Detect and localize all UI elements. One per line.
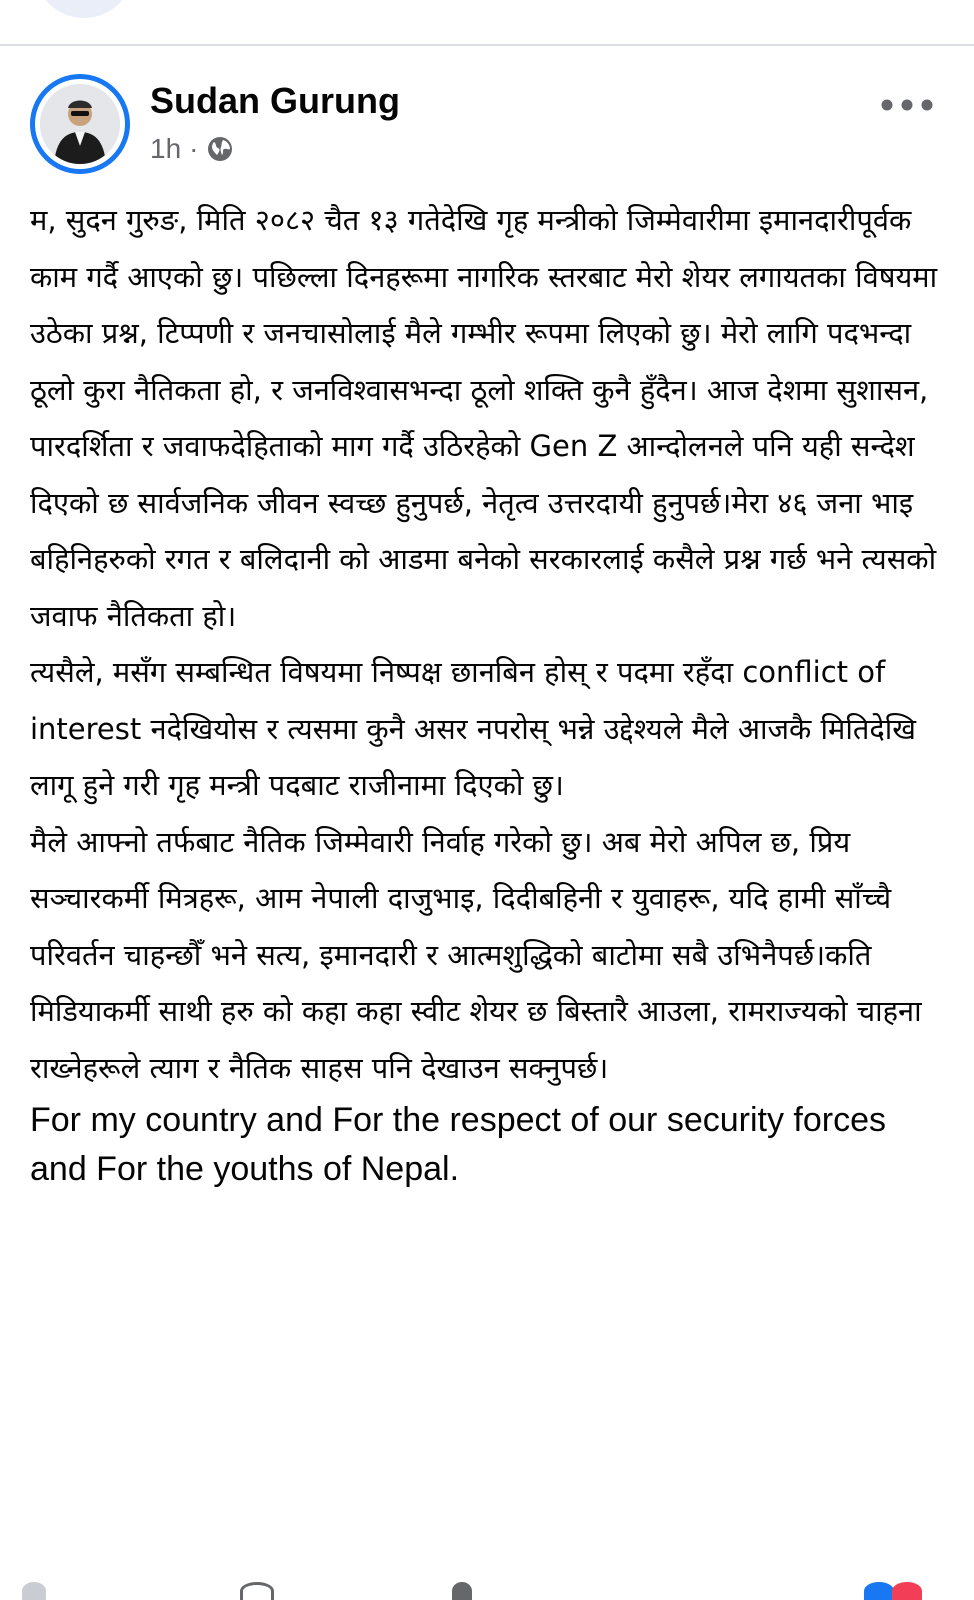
divider [0, 44, 974, 46]
avatar[interactable] [30, 74, 130, 174]
like-reaction-icon [864, 1582, 894, 1600]
globe-icon [206, 135, 234, 163]
share-icon[interactable] [452, 1582, 472, 1600]
love-reaction-icon [892, 1582, 922, 1600]
post-text [30, 192, 940, 1194]
post-paragraph: त्यसैले, मसँग सम्बन्धित विषयमा निष्पक्ष छानबिन होस् र पदमा रहँदा conflict of interest नदेखियोस र त्यसमा कुनै असर नपरोस् भन्ने उद्देश्यले मैले आजकै मितिदेखि लागू हुने गरी गृह मन्त्री पदबाट राजीनामा दिएको छु। [30, 655, 917, 802]
post-paragraph: म, सुदन गुरुङ, मिति २०८२ चैत १३ गतेदेखि गृह मन्त्रीको जिम्मेवारीमा इमानदारीपूर्वक काम गर्दै आएको छु। पछिल्ला दिनहरूमा नागरिक स्तरबाट मेरो शेयर लगायतका विषयमा उठेका प्रश्न, टिप्पणी र जनचासोलाई मैले गम्भीर रूपमा लिएको छु। मेरो लागि पदभन्दा ठूलो कुरा नैतिकता हो, र जनविश्वासभन्दा ठूलो शक्ति कुनै हुँदैन। आज देशमा सुशासन, पारदर्शिता र जवाफदेहिताको माग गर्दै उठिरहेको Gen Z आन्दोलनले पनि यही सन्देश दिएको छ सार्वजनिक जीवन स्वच्छ हुनुपर्छ, नेतृत्व उत्तरदायी हुनुपर्छ।मेरा ४६ जना भाइ बहिनिहरुको रगत र बलिदानी को आडमा बनेको सरकारलाई कसैले प्रश्न गर्छ भने त्यसको जवाफ नैतिकता हो। [30, 203, 938, 633]
avatar-image [40, 84, 120, 164]
post-meta [150, 132, 234, 166]
post-paragraph-english: For my country and For the respect of our security forces and For the youths of Nepal. [30, 1101, 886, 1188]
post-paragraph: मैले आफ्नो तर्फबाट नैतिक जिम्मेवारी निर्वाह गरेको छु। अब मेरो अपिल छ, प्रिय सञ्चारकर्मी मित्रहरू, आम नेपाली दाजुभाइ, दिदीबहिनी र युवाहरू, यदि हामी साँच्चै परिवर्तन चाहन्छौँ भने सत्य, इमानदारी र आत्मशुद्धिको बाटोमा सबै उभिनैपर्छ।कति मिडियाकर्मी साथी हरु को कहा कहा स्वीट शेयर छ बिस्तारै आउला, रामराज्यको चाहना राख्नेहरूले त्याग र नैतिक साहस पनि देखाउन सक्नुपर्छ। [30, 824, 922, 1085]
author-name[interactable]: Sudan Gurung [150, 80, 400, 121]
reaction-bar-stub [0, 1582, 974, 1600]
previous-post-button-stub[interactable] [34, 0, 134, 18]
person-silhouette-icon [40, 84, 120, 164]
meta-separator: · [189, 133, 199, 164]
more-dots-icon [872, 80, 942, 120]
post-header [0, 70, 974, 180]
comment-icon[interactable] [240, 1582, 274, 1600]
post-time[interactable]: 1h [150, 133, 182, 164]
more-options-button[interactable] [872, 80, 942, 120]
like-icon[interactable] [22, 1582, 46, 1600]
